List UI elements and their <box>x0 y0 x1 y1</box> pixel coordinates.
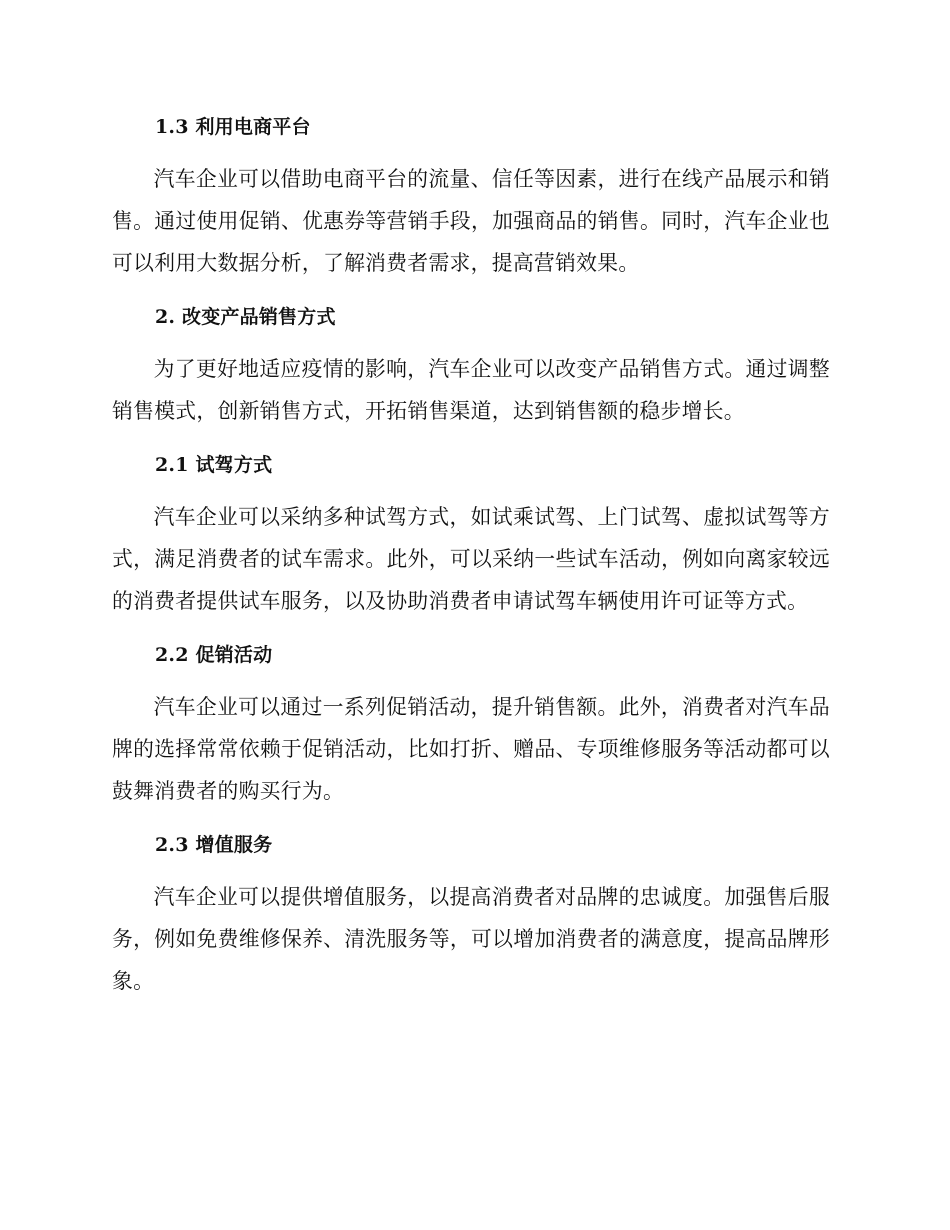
section-paragraph-2: 为了更好地适应疫情的影响，汽车企业可以改变产品销售方式。通过调整销售模式，创新销售方式，开拓销售渠道，达到销售额的稳步增长。 <box>112 357 830 423</box>
section-paragraph-2-3: 汽车企业可以提供增值服务，以提高消费者对品牌的忠诚度。加强售后服务，例如免费维修保养、清洗服务等，可以增加消费者的满意度，提高品牌形象。 <box>112 885 830 993</box>
section-paragraph-2-1: 汽车企业可以采纳多种试驾方式，如试乘试驾、上门试驾、虚拟试驾等方式，满足消费者的试车需求。此外，可以采纳一些试车活动，例如向离家较远的消费者提供试车服务，以及协助消费者申请试驾车辆使用许可证等方式。 <box>112 505 830 613</box>
section-heading-2-2: 2.2 促销活动 <box>155 644 273 666</box>
section-heading-2: 2. 改变产品销售方式 <box>155 306 336 328</box>
section-paragraph-1-3: 汽车企业可以借助电商平台的流量、信任等因素，进行在线产品展示和销售。通过使用促销、优惠券等营销手段，加强商品的销售。同时，汽车企业也可以利用大数据分析，了解消费者需求，提高营销效果。 <box>112 167 830 275</box>
section-heading-1-3: 1.3 利用电商平台 <box>155 116 311 138</box>
section-paragraph-2-2: 汽车企业可以通过一系列促销活动，提升销售额。此外，消费者对汽车品牌的选择常常依赖于促销活动，比如打折、赠品、专项维修服务等活动都可以鼓舞消费者的购买行为。 <box>112 695 830 803</box>
section-heading-2-3: 2.3 增值服务 <box>155 834 273 856</box>
section-heading-2-1: 2.1 试驾方式 <box>155 454 273 476</box>
